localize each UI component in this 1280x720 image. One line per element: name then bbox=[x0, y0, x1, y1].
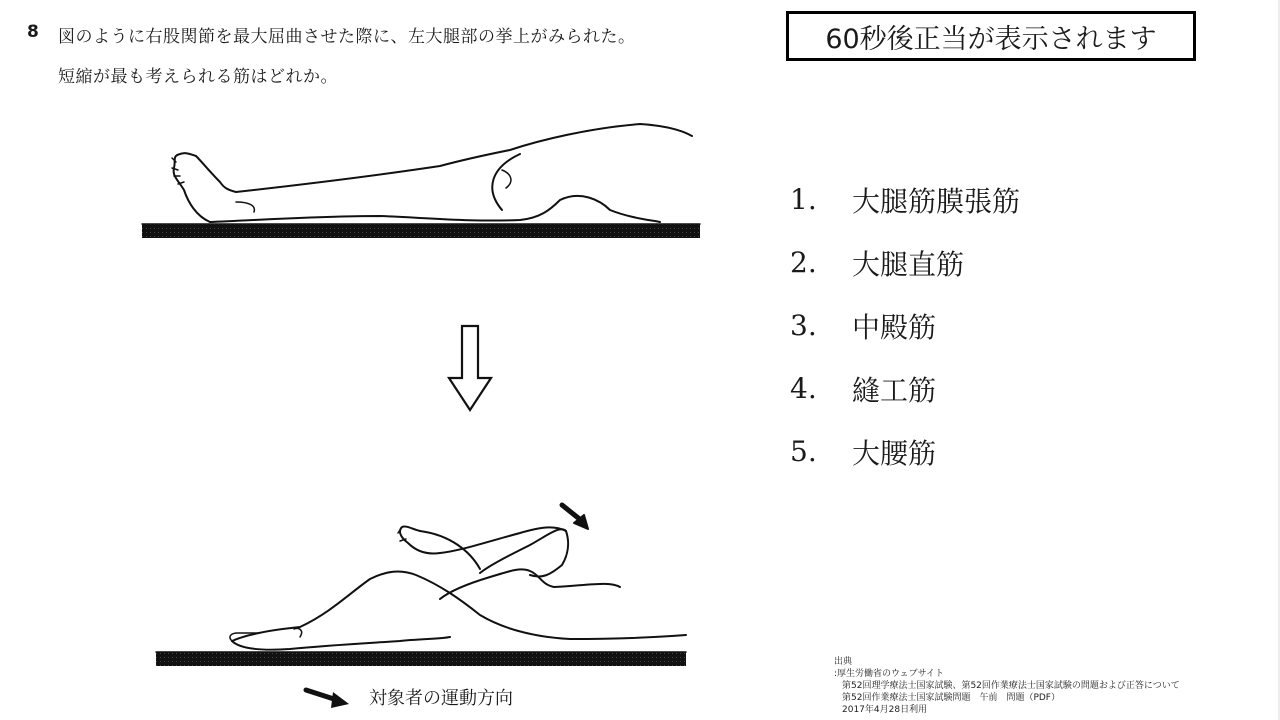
right-calf-outline bbox=[420, 531, 480, 569]
option-label: 中殿筋 bbox=[852, 310, 937, 344]
question-number: 8 bbox=[27, 22, 39, 42]
source-line-2: 第52回理学療法士国家試験、第52回作業療法士国家試験の問題および正答について bbox=[842, 681, 1180, 691]
answer-option-2 bbox=[790, 231, 1020, 294]
motion-direction-arrow-icon bbox=[303, 684, 353, 710]
source-line-3: 第52回作業療法士国家試験問題 午前 問題（PDF） bbox=[842, 693, 1060, 703]
option-label: 大腿筋膜張筋 bbox=[852, 184, 1021, 218]
ankle-bone bbox=[236, 202, 254, 212]
option-number: 2. bbox=[790, 246, 817, 279]
question-text-line-1: 図のように右股関節を最大屈曲させた際に、左大腿部の挙上がみられた。 bbox=[58, 27, 636, 47]
answer-options bbox=[790, 168, 1020, 483]
supine-legs-extended-illustration bbox=[140, 110, 710, 250]
legend-label: 対象者の運動方向 bbox=[369, 688, 513, 709]
left-leg-lower-outline bbox=[232, 637, 450, 650]
answer-option-5 bbox=[790, 420, 1020, 483]
right-shin-outline bbox=[400, 526, 566, 553]
leg-lower-outline bbox=[210, 196, 660, 222]
leg-upper-outline bbox=[236, 124, 692, 192]
kneecap bbox=[502, 170, 511, 188]
option-number: 4. bbox=[790, 372, 817, 405]
option-label: 大腰筋 bbox=[852, 436, 937, 470]
torso-outline bbox=[440, 569, 620, 599]
option-label: 大腿直筋 bbox=[852, 247, 965, 281]
source-heading: 出典 bbox=[834, 657, 853, 667]
answer-option-1 bbox=[790, 168, 1020, 231]
source-citation bbox=[834, 656, 1180, 716]
source-line-4: 2017年4月28日利用 bbox=[842, 705, 928, 715]
option-number: 3. bbox=[790, 309, 817, 342]
right-foot-toes bbox=[398, 527, 406, 541]
answer-timer-notice: 60秒後正当が表示されます bbox=[786, 11, 1196, 61]
floor-surface bbox=[142, 224, 700, 238]
knee-contour bbox=[492, 154, 520, 210]
question-text-line-2: 短縮が最も考えられる筋はどれか。 bbox=[58, 67, 338, 87]
ankle-bone bbox=[294, 628, 302, 637]
motion-direction-legend bbox=[303, 684, 513, 710]
floor-surface bbox=[156, 652, 686, 666]
left-foot bbox=[174, 153, 236, 222]
option-number: 1. bbox=[790, 183, 817, 216]
source-line-1: :厚生労働省のウェブサイト bbox=[834, 669, 945, 679]
down-arrow-icon bbox=[445, 322, 495, 414]
option-number: 5. bbox=[790, 435, 817, 468]
left-leg-upper-outline bbox=[232, 572, 686, 641]
option-label: 縫工筋 bbox=[852, 373, 937, 407]
answer-option-4 bbox=[790, 357, 1020, 420]
answer-option-3 bbox=[790, 294, 1020, 357]
hip-flexion-test-illustration bbox=[150, 495, 695, 670]
